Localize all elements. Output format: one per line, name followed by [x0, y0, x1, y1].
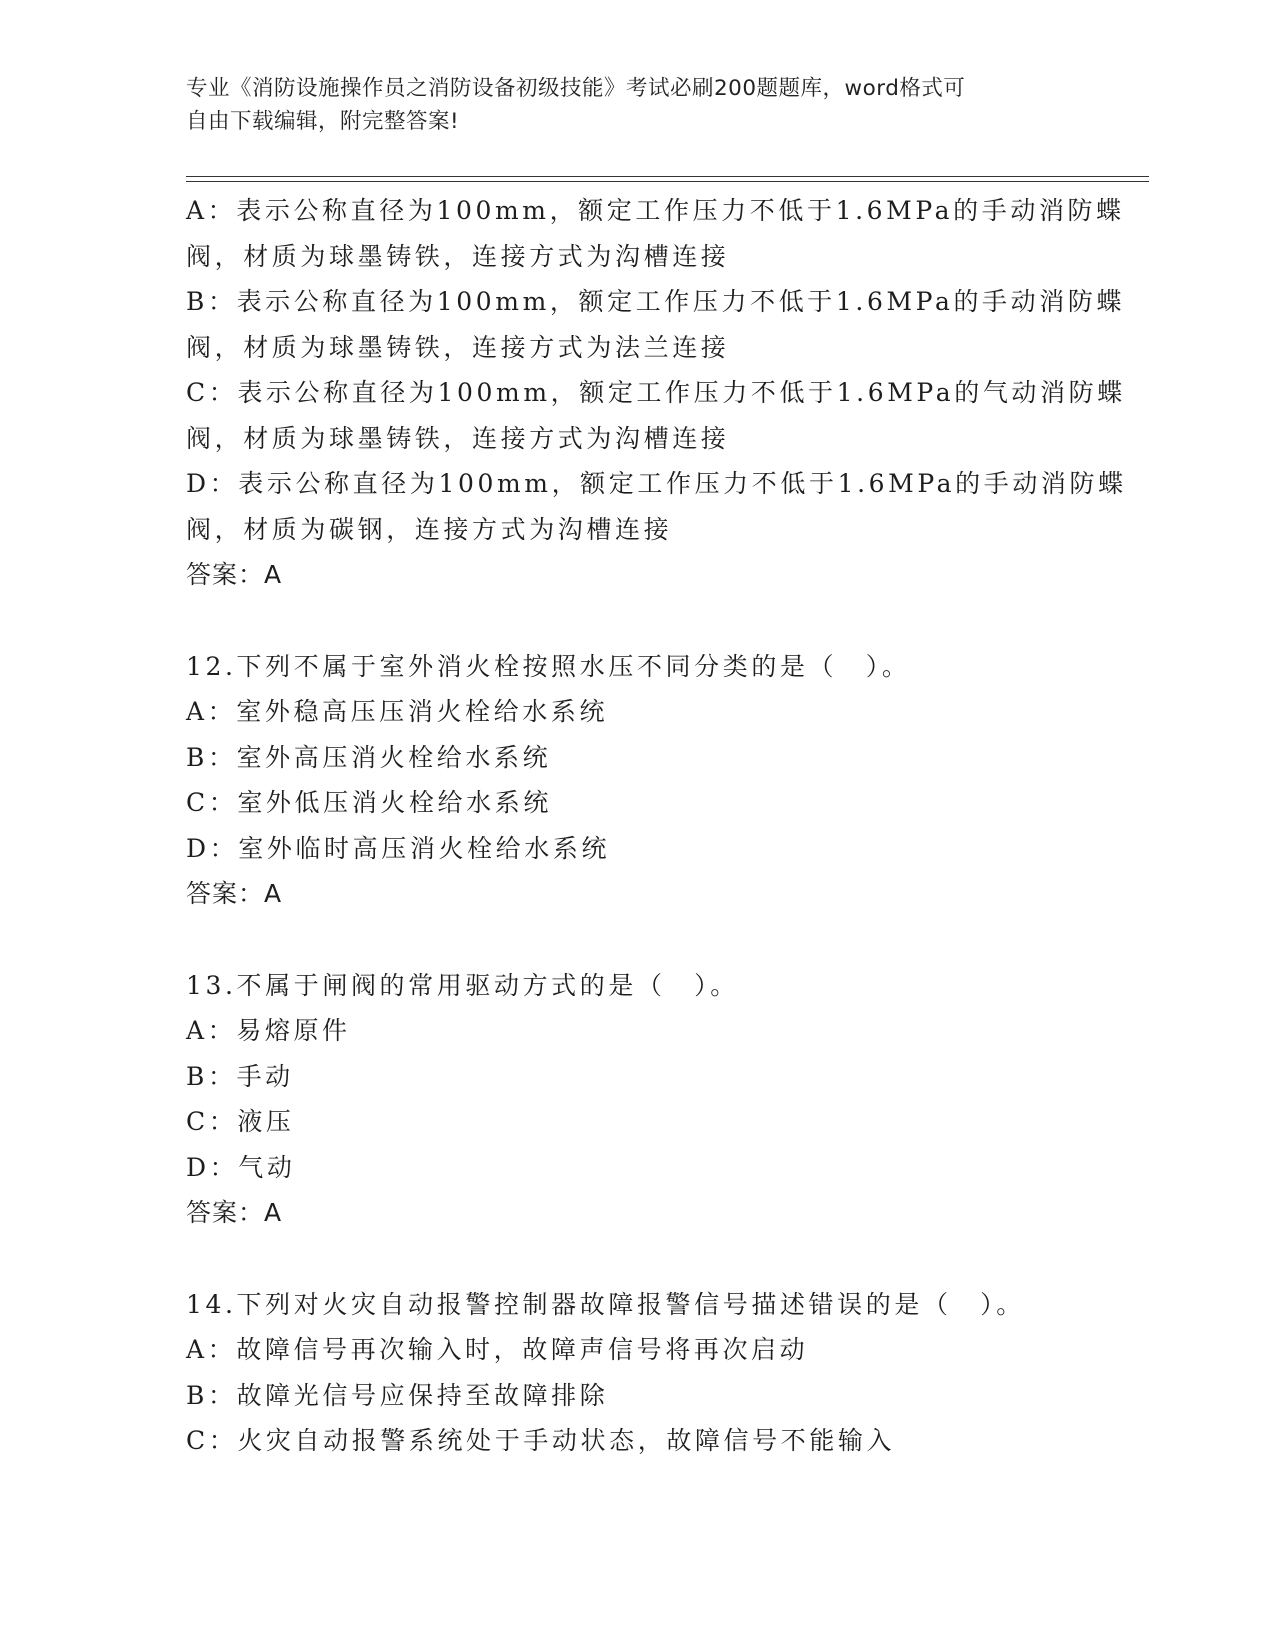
option-d-line1: D：表示公称直径为100mm，额定工作压力不低于1.6MPa的手动消防蝶	[186, 469, 1127, 498]
option-a-line1: A：表示公称直径为100mm，额定工作压力不低于1.6MPa的手动消防蝶	[186, 196, 1125, 225]
answer-line: 答案：A	[186, 879, 283, 908]
question-13	[186, 963, 1086, 1236]
spacer	[186, 1236, 1086, 1282]
answer-line: 答案：A	[186, 560, 283, 589]
option-b-line1: B：表示公称直径为100mm，额定工作压力不低于1.6MPa的手动消防蝶	[186, 287, 1126, 316]
option-c-line2: 阀，材质为球墨铸铁，连接方式为沟槽连接	[186, 423, 730, 453]
option-b: B：室外高压消火栓给水系统	[186, 742, 552, 772]
question-11-continued	[186, 188, 1127, 598]
option-a: A：易熔原件	[186, 1016, 351, 1045]
option-b-line2: 阀，材质为球墨铸铁，连接方式为法兰连接	[186, 332, 730, 362]
option-c: C：火灾自动报警系统处于手动状态，故障信号不能输入	[186, 1426, 896, 1455]
answer-line: 答案：A	[186, 1198, 283, 1227]
header-divider	[186, 176, 1149, 182]
question-14	[186, 1282, 1086, 1464]
option-a-line2: 阀，材质为球墨铸铁，连接方式为沟槽连接	[186, 241, 730, 271]
option-d: D：气动	[186, 1152, 296, 1182]
header-title-line2: 自由下载编辑，附完整答案!	[186, 109, 460, 134]
question-stem: 14.下列对火灾自动报警控制器故障报警信号描述错误的是（ ）。	[186, 1289, 1025, 1319]
option-b: B：手动	[186, 1061, 294, 1091]
spacer	[186, 598, 1086, 644]
header-title-line1: 专业《消防设施操作员之消防设备初级技能》考试必刷200题题库，word格式可	[186, 76, 966, 101]
option-a: A：故障信号再次输入时，故障声信号将再次启动	[186, 1335, 809, 1364]
option-c: C：室外低压消火栓给水系统	[186, 788, 552, 817]
option-b: B：故障光信号应保持至故障排除	[186, 1380, 609, 1410]
spacer	[186, 917, 1086, 963]
option-c-line1: C：表示公称直径为100mm，额定工作压力不低于1.6MPa的气动消防蝶	[186, 378, 1126, 407]
option-d: D：室外临时高压消火栓给水系统	[186, 833, 611, 863]
question-stem: 13.不属于闸阀的常用驱动方式的是（ ）。	[186, 970, 739, 1000]
question-12	[186, 644, 1086, 917]
document-body	[186, 188, 1127, 1464]
option-a: A：室外稳高压压消火栓给水系统	[186, 697, 609, 726]
option-d-line2: 阀，材质为碳钢，连接方式为沟槽连接	[186, 514, 673, 544]
question-stem: 12.下列不属于室外消火栓按照水压不同分类的是（ ）。	[186, 651, 911, 681]
option-c: C：液压	[186, 1107, 295, 1136]
document-header	[186, 72, 1086, 138]
